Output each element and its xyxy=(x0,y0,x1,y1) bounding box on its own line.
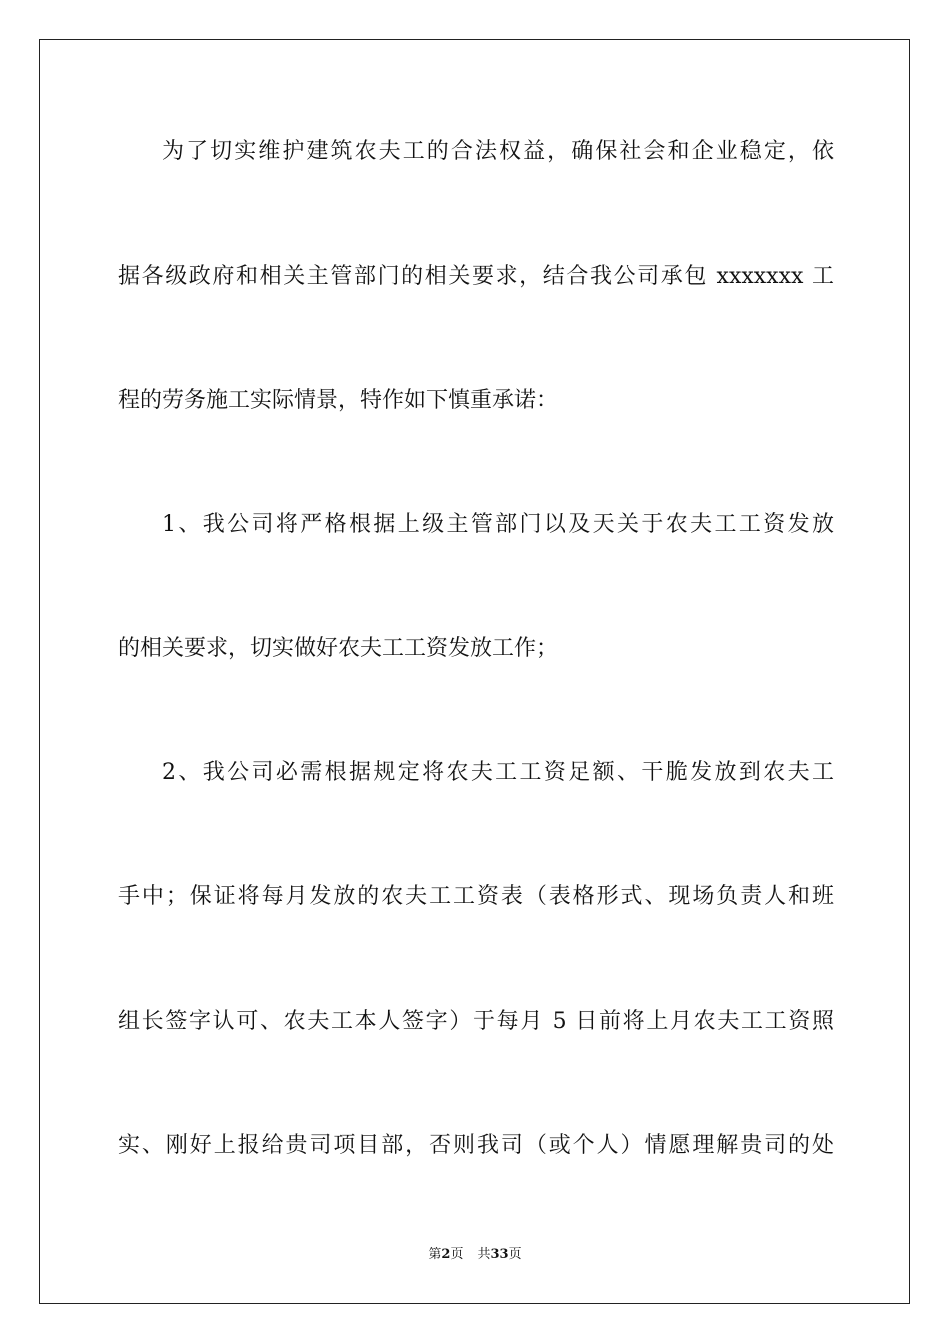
paragraph-3-line-2: 手中；保证将每月发放的农夫工工资表（表格形式、现场负责人和班 xyxy=(118,884,834,909)
paragraph-1-line-2: 据各级政府和相关主管部门的相关要求，结合我公司承包 xxxxxxx 工 xyxy=(118,264,834,289)
paragraph-3-line-3: 组长签字认可、农夫工本人签字）于每月 5 日前将上月农夫工工资照 xyxy=(118,1009,834,1034)
footer-total-prefix: 共 xyxy=(477,1247,491,1262)
paragraph-1-line-1: 为了切实维护建筑农夫工的合法权益，确保社会和企业稳定，依 xyxy=(162,139,834,164)
footer-total-suffix: 页 xyxy=(508,1247,522,1262)
page-border xyxy=(39,39,910,1304)
paragraph-3-line-1: 2、我公司必需根据规定将农夫工工资足额、干脆发放到农夫工 xyxy=(162,760,834,785)
paragraph-1-line-3: 程的劳务施工实际情景，特作如下慎重承诺： xyxy=(118,388,559,413)
paragraph-2-line-2: 的相关要求，切实做好农夫工工资发放工作； xyxy=(118,636,559,661)
page-footer xyxy=(0,1247,950,1263)
footer-page-prefix: 第 xyxy=(428,1247,442,1262)
paragraph-2-line-1: 1、我公司将严格根据上级主管部门以及天关于农夫工工资发放 xyxy=(162,512,834,537)
paragraph-3-line-4: 实、刚好上报给贵司项目部，否则我司（或个人）情愿理解贵司的处 xyxy=(118,1133,834,1158)
footer-page-number: 2 xyxy=(441,1247,451,1262)
footer-total-pages: 33 xyxy=(490,1247,509,1262)
footer-page-suffix: 页 xyxy=(450,1247,464,1262)
